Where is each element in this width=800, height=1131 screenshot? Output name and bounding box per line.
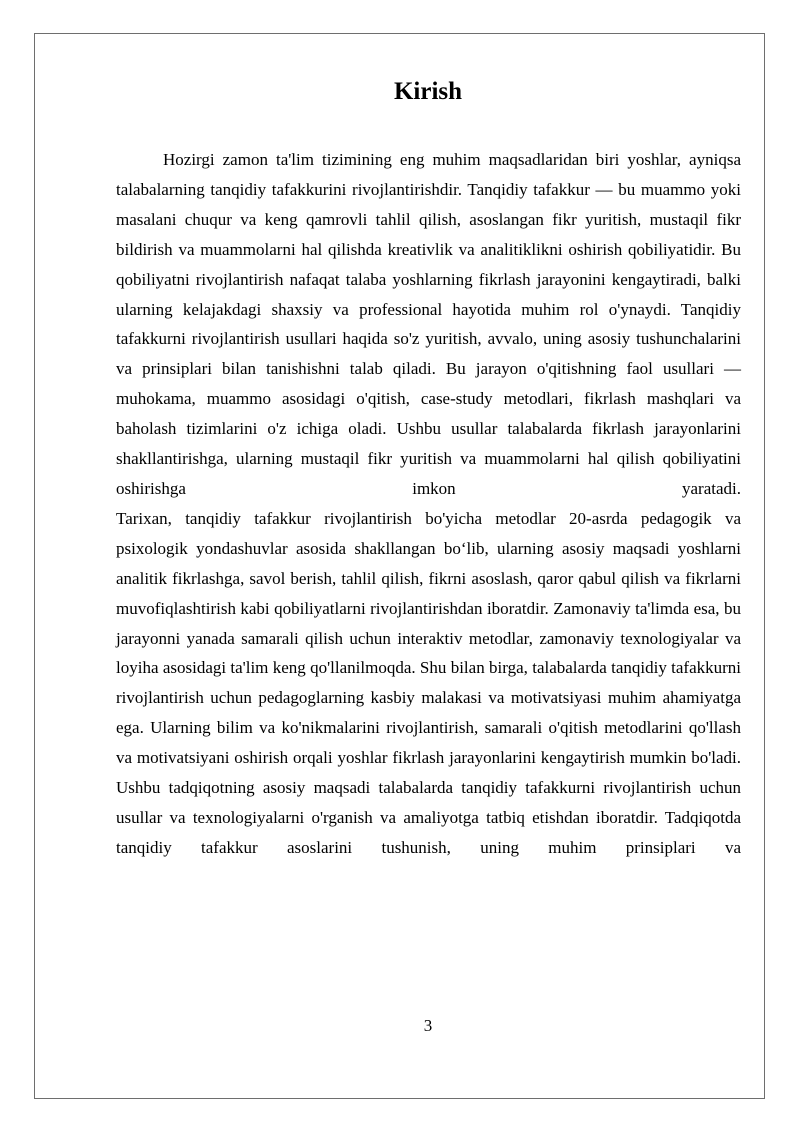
page-number: 3 xyxy=(423,1016,433,1035)
paragraph-research-goal: Ushbu tadqiqotning asosiy maqsadi talabalarda tanqidiy tafakkurni rivojlantirish uchun usullar va texnologiyalarni o'rganish va amaliyotga tatbiq etishdan iboratdir. Tadqiqotda tanqidiy tafakkur asoslarini tushunish, uning muhim prinsiplari va xyxy=(116,778,741,857)
paragraph-history: Tarixan, tanqidiy tafakkur rivojlantirish bo'yicha metodlar 20-asrda pedagogik va psixologik yondashuvlar asosida shakllangan bo‘lib, ularning asosiy maqsadi yoshlarni analitik fikrlashga, savol berish, tahlil qilish, fikrni asoslash, qaror qabul qilish va fikrlarni muvofiqlashtirish kabi qobiliyatlarni rivojlantirishdan iboratdir. Zamonaviy ta'limda esa, bu jarayonni yanada samarali qilish uchun interaktiv metodlar, zamonaviy texnologiyalar va loyiha asosidagi ta'lim keng qo'llanilmoqda. Shu bilan birga, talabalarda tanqidiy tafakkurni rivojlantirish uchun pedagoglarning kasbiy malakasi va motivatsiyasi muhim ahamiyatga ega. Ularning bilim va ko'nikmalarini rivojlantirish, samarali o'qitish metodlarini qo'llash va motivatsiyani oshirish orqali yoshlar fikrlash jarayonlarini kengaytirish mumkin bo'ladi. xyxy=(116,508,741,768)
document-body xyxy=(116,145,741,863)
paragraph-intro: Hozirgi zamon ta'lim tizimining eng muhim maqsadlaridan biri yoshlar, ayniqsa talabalarning tanqidiy tafakkurini rivojlantirishdir. Tanqidiy tafakkur — bu muammo yoki masalani chuqur va keng qamrovli tahlil qilish, asoslangan fikr yuritish, mustaqil fikr bildirish va muammolarni hal qilishda kreativlik va analitiklikni oshirish qobiliyatidir. Bu qobiliyatni rivojlantirish nafaqat talaba yoshlarning fikrlash jarayonini kengaytiradi, balki ularning kelajakdagi shaxsiy va professional hayotida muhim rol o'ynaydi. Tanqidiy tafakkurni rivojlantirish usullari haqida so'z yuritish, avvalo, uning asosiy tushunchalarini va prinsiplari bilan tanishishni talab qiladi. Bu jarayon o'qitishning faol usullari — muhokama, muammo asosidagi o'qitish, case-study metodlari, fikrlash mashqlari va baholash tizimlarini o'z ichiga oladi. Ushbu usullar talabalarda fikrlash jarayonlarini shakllantirishga, ularning mustaqil fikr yuritish va muammolarni hal qilish qobiliyatini oshirishga imkon yaratadi. xyxy=(116,150,741,498)
page-title: Kirish xyxy=(393,78,463,105)
